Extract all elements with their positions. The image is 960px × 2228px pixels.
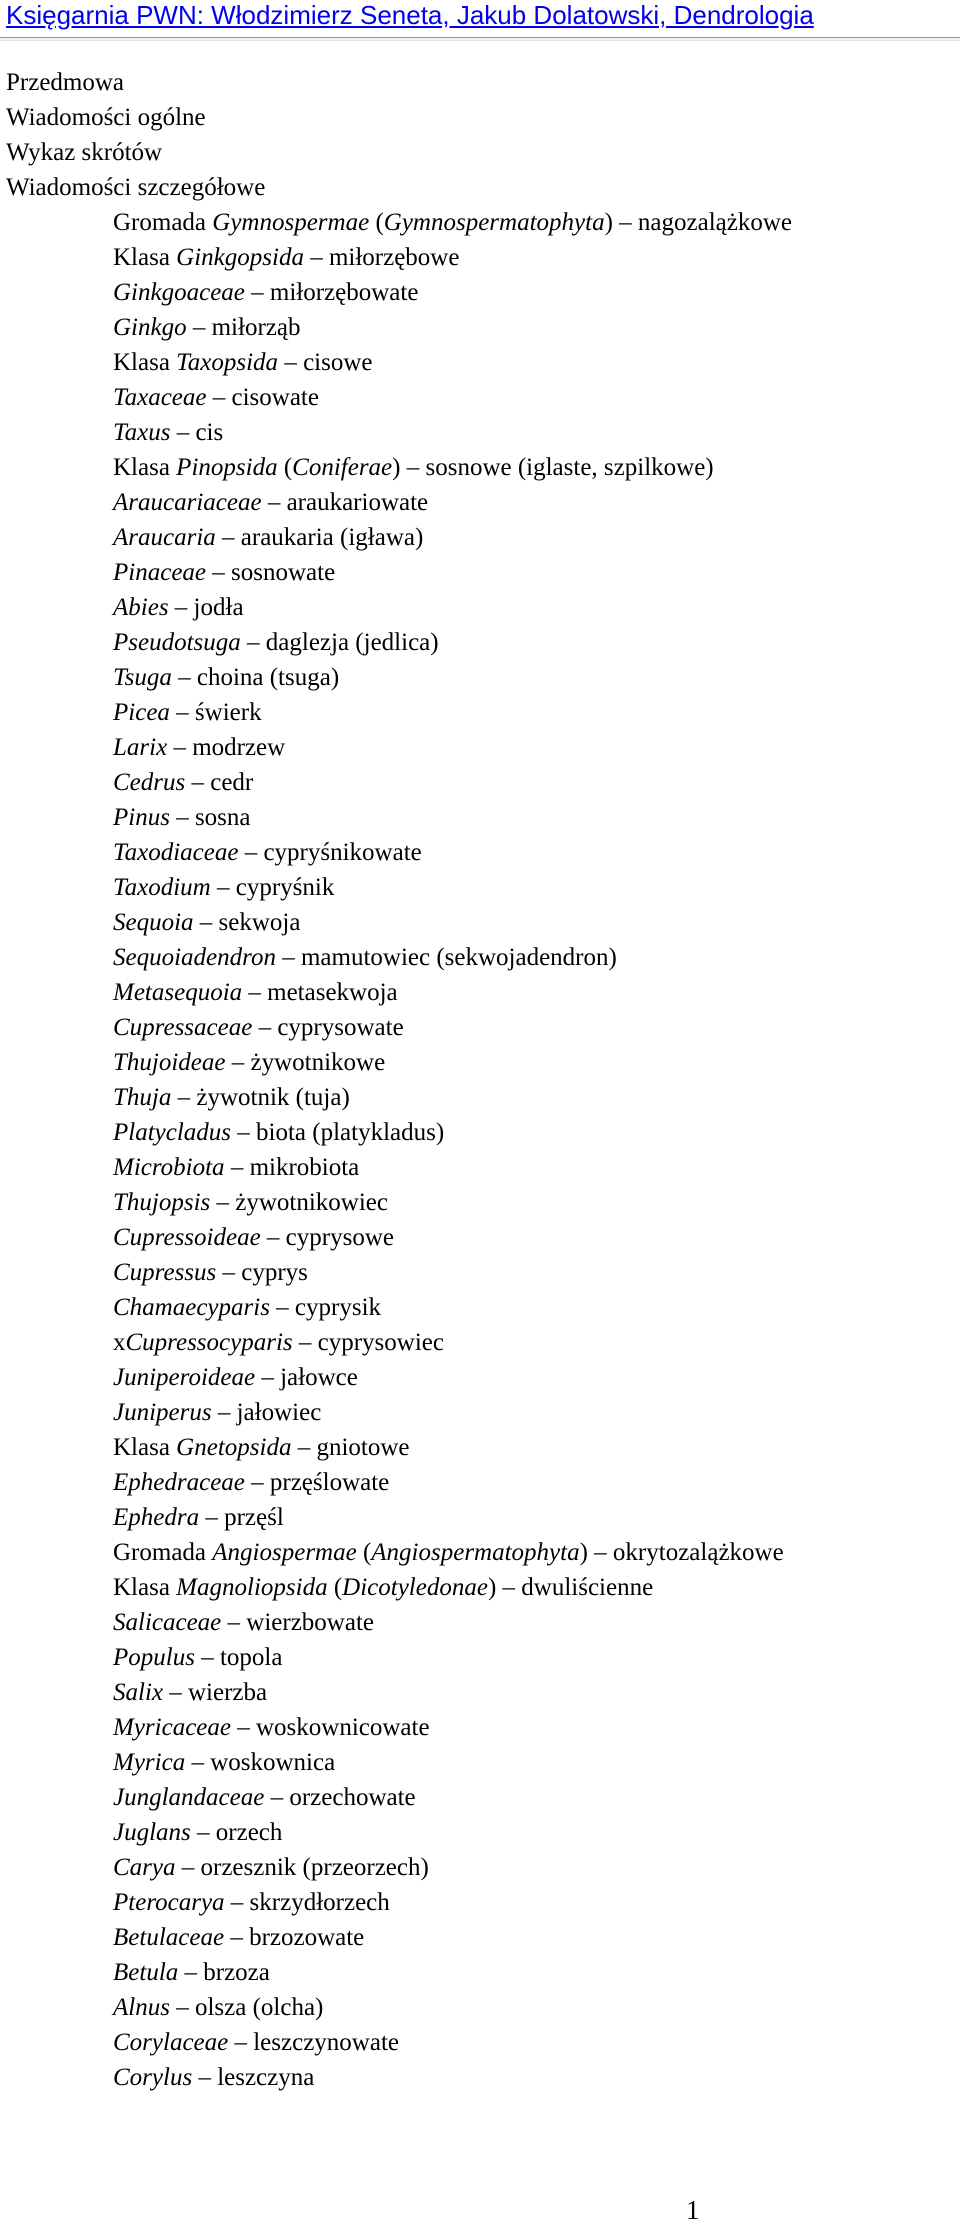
toc-latin-name: Betula <box>113 1959 179 1986</box>
toc-latin-name: Picea <box>113 699 170 726</box>
toc-text: – cyprysowe <box>260 1224 394 1251</box>
toc-entry <box>0 555 960 590</box>
toc-entry <box>0 1395 960 1430</box>
toc-latin-name: Taxaceae <box>113 384 207 411</box>
toc-entry <box>0 905 960 940</box>
toc-entry <box>0 100 960 135</box>
toc-entry <box>0 1710 960 1745</box>
toc-text: Klasa <box>113 1574 177 1601</box>
toc-text: – woskownicowate <box>230 1714 430 1741</box>
toc-entry <box>0 1255 960 1290</box>
toc-entry <box>0 1290 960 1325</box>
toc-text: – leszczyna <box>192 2064 315 2091</box>
toc-text: – cisowate <box>206 384 319 411</box>
toc-entry <box>0 450 960 485</box>
toc-text: – orzesznik (przeorzech) <box>175 1854 429 1881</box>
toc-text: – topola <box>194 1644 283 1671</box>
toc-text: – woskownica <box>185 1749 336 1776</box>
toc-entry <box>0 625 960 660</box>
toc-entry <box>0 1150 960 1185</box>
toc-latin-name: Ephedra <box>113 1504 200 1531</box>
toc-latin-name: Cedrus <box>113 769 186 796</box>
toc-text: – biota (platykladus) <box>231 1119 445 1146</box>
toc-entry <box>0 1045 960 1080</box>
toc-text: – miłorzębowate <box>244 279 419 306</box>
toc-latin-name: Junglandaceae <box>113 1784 265 1811</box>
toc-text: Klasa <box>113 454 177 481</box>
toc-text: ( <box>327 1574 343 1601</box>
toc-latin-name: Angiospermae <box>212 1539 357 1566</box>
toc-latin-name: Cupressocyparis <box>125 1329 293 1356</box>
toc-text: – skrzydłorzech <box>224 1889 390 1916</box>
toc-entry <box>0 1430 960 1465</box>
toc-text: – olsza (olcha) <box>169 1994 324 2021</box>
toc-text: Klasa <box>113 244 177 271</box>
toc-latin-name: Araucaria <box>113 524 216 551</box>
toc-latin-name: Myrica <box>113 1749 186 1776</box>
toc-latin-name: Cupressoideae <box>113 1224 261 1251</box>
toc-entry <box>0 1850 960 1885</box>
toc-text: – metasekwoja <box>242 979 398 1006</box>
toc-text: – przęśl <box>199 1504 284 1531</box>
toc-text: – cisowe <box>278 349 373 376</box>
toc-text: – araukariowate <box>261 489 429 516</box>
toc-entry <box>0 1675 960 1710</box>
toc-text: – żywotnik (tuja) <box>171 1084 350 1111</box>
toc-latin-name: Platycladus <box>113 1119 232 1146</box>
toc-entry <box>0 1500 960 1535</box>
toc-latin-name: Magnoliopsida <box>176 1574 328 1601</box>
toc-latin-name: Taxus <box>113 419 171 446</box>
toc-entry <box>0 1115 960 1150</box>
toc-text: – świerk <box>169 699 262 726</box>
toc-latin-name: Juniperoideae <box>113 1364 256 1391</box>
toc-text: – sosna <box>169 804 251 831</box>
toc-entry <box>0 730 960 765</box>
toc-latin-name: Gymnospermae <box>212 209 370 236</box>
toc-latin-name: Abies <box>113 594 169 621</box>
toc-latin-name: Sequoiadendron <box>113 944 276 971</box>
toc-text: – leszczynowate <box>228 2029 399 2056</box>
table-of-contents <box>0 65 960 2095</box>
toc-text: ( <box>277 454 293 481</box>
toc-entry <box>0 1640 960 1675</box>
toc-entry <box>0 940 960 975</box>
toc-entry <box>0 2060 960 2095</box>
toc-text: Wiadomości ogólne <box>6 104 206 131</box>
toc-text: ) – nagozalążkowe <box>604 209 792 236</box>
toc-text: Gromada <box>113 1539 213 1566</box>
toc-entry <box>0 1955 960 1990</box>
toc-text: – brzozowate <box>224 1924 365 1951</box>
toc-entry <box>0 1780 960 1815</box>
toc-entry <box>0 1605 960 1640</box>
toc-entry <box>0 2025 960 2060</box>
toc-latin-name: Pinopsida <box>176 454 278 481</box>
toc-latin-name: Sequoia <box>113 909 194 936</box>
toc-entry <box>0 380 960 415</box>
toc-latin-name: Gymnospermatophyta <box>383 209 605 236</box>
toc-text: – cyprysowate <box>252 1014 404 1041</box>
toc-text: – wierzbowate <box>221 1609 374 1636</box>
toc-text: ) – okrytozalążkowe <box>579 1539 784 1566</box>
toc-latin-name: Gnetopsida <box>176 1434 292 1461</box>
toc-text: Przedmowa <box>6 69 125 96</box>
toc-text: Wykaz skrótów <box>6 139 163 166</box>
toc-entry <box>0 415 960 450</box>
toc-latin-name: Chamaecyparis <box>113 1294 270 1321</box>
toc-latin-name: Corylaceae <box>113 2029 229 2056</box>
toc-entry <box>0 660 960 695</box>
page-number: 1 <box>686 2195 700 2225</box>
toc-entry <box>0 205 960 240</box>
toc-entry <box>0 1570 960 1605</box>
toc-latin-name: Pterocarya <box>113 1889 225 1916</box>
toc-entry <box>0 170 960 205</box>
toc-entry <box>0 1325 960 1360</box>
toc-entry <box>0 310 960 345</box>
toc-latin-name: Thujopsis <box>113 1189 211 1216</box>
toc-entry <box>0 695 960 730</box>
toc-entry <box>0 870 960 905</box>
toc-text: – cypryśnikowate <box>238 839 422 866</box>
toc-latin-name: Tsuga <box>113 664 172 691</box>
toc-entry <box>0 800 960 835</box>
toc-latin-name: Larix <box>113 734 168 761</box>
toc-text: – przęślowate <box>244 1469 390 1496</box>
horizontal-rule <box>0 37 960 41</box>
toc-text: – żywotnikowe <box>225 1049 386 1076</box>
toc-latin-name: Juglans <box>113 1819 191 1846</box>
toc-entry <box>0 485 960 520</box>
toc-entry <box>0 765 960 800</box>
toc-text: ( <box>369 209 384 236</box>
toc-text: – brzoza <box>178 1959 270 1986</box>
toc-entry <box>0 1080 960 1115</box>
toc-latin-name: Ginkgopsida <box>176 244 304 271</box>
toc-text: – jałowce <box>255 1364 358 1391</box>
toc-latin-name: Populus <box>113 1644 195 1671</box>
toc-text: – daglezja (jedlica) <box>240 629 439 656</box>
toc-text: – cypryśnik <box>210 874 335 901</box>
toc-latin-name: Thuja <box>113 1084 172 1111</box>
toc-text: – araukaria (igława) <box>215 524 424 551</box>
toc-latin-name: Ephedraceae <box>113 1469 245 1496</box>
toc-latin-name: Alnus <box>113 1994 170 2021</box>
toc-entry <box>0 590 960 625</box>
toc-text: ) – dwuliścienne <box>487 1574 654 1601</box>
toc-entry <box>0 1535 960 1570</box>
toc-entry <box>0 275 960 310</box>
toc-latin-name: Pseudotsuga <box>113 629 241 656</box>
toc-entry <box>0 975 960 1010</box>
toc-text: – cyprys <box>216 1259 308 1286</box>
toc-entry <box>0 1745 960 1780</box>
toc-text: – modrzew <box>167 734 286 761</box>
toc-entry <box>0 135 960 170</box>
toc-latin-name: Salix <box>113 1679 163 1706</box>
toc-text: – sosnowate <box>206 559 336 586</box>
toc-text: ( <box>356 1539 372 1566</box>
toc-latin-name: Angiospermatophyta <box>371 1539 580 1566</box>
toc-latin-name: Juniperus <box>113 1399 212 1426</box>
toc-latin-name: Microbiota <box>113 1154 225 1181</box>
toc-latin-name: Carya <box>113 1854 176 1881</box>
toc-entry <box>0 1885 960 1920</box>
toc-entry <box>0 1920 960 1955</box>
toc-text: – żywotnikowiec <box>210 1189 388 1216</box>
page-title-link[interactable]: Księgarnia PWN: Włodzimierz Seneta, Jakub Dolatowski, Dendrologia <box>6 0 814 30</box>
toc-latin-name: Araucariaceae <box>113 489 262 516</box>
toc-text: – wierzba <box>163 1679 268 1706</box>
toc-latin-name: Cupressus <box>113 1259 217 1286</box>
toc-text: – jodła <box>168 594 244 621</box>
toc-latin-name: Coniferae <box>292 454 393 481</box>
toc-text: – mamutowiec (sekwojadendron) <box>275 944 617 971</box>
toc-text: – miłorzębowe <box>303 244 460 271</box>
toc-latin-name: Myricaceae <box>113 1714 231 1741</box>
toc-latin-name: Corylus <box>113 2064 193 2091</box>
toc-entry <box>0 520 960 555</box>
toc-latin-name: Metasequoia <box>113 979 243 1006</box>
toc-entry <box>0 65 960 100</box>
toc-entry <box>0 1990 960 2025</box>
toc-entry <box>0 345 960 380</box>
toc-latin-name: Thujoideae <box>113 1049 226 1076</box>
toc-latin-name: Ginkgo <box>113 314 187 341</box>
toc-entry <box>0 1010 960 1045</box>
toc-text: ) – sosnowe (iglaste, szpilkowe) <box>392 454 714 481</box>
toc-latin-name: Ginkgoaceae <box>113 279 245 306</box>
toc-entry <box>0 240 960 275</box>
toc-text: – mikrobiota <box>224 1154 360 1181</box>
toc-text: – cyprysowiec <box>292 1329 444 1356</box>
toc-entry <box>0 1815 960 1850</box>
toc-latin-name: Cupressaceae <box>113 1014 253 1041</box>
toc-text: Klasa <box>113 1434 177 1461</box>
toc-entry <box>0 1185 960 1220</box>
toc-text: Wiadomości szczegółowe <box>6 174 266 201</box>
toc-text: – gniotowe <box>291 1434 410 1461</box>
toc-latin-name: Taxodium <box>113 874 211 901</box>
toc-entry <box>0 1465 960 1500</box>
toc-latin-name: Taxopsida <box>176 349 279 376</box>
toc-text: – cedr <box>185 769 254 796</box>
toc-text: – cis <box>170 419 224 446</box>
toc-text: x <box>113 1329 126 1356</box>
toc-text: Klasa <box>113 349 177 376</box>
toc-text: – orzech <box>190 1819 283 1846</box>
toc-text: – choina (tsuga) <box>171 664 340 691</box>
toc-text: – orzechowate <box>264 1784 416 1811</box>
toc-entry <box>0 835 960 870</box>
toc-text: Gromada <box>113 209 213 236</box>
toc-latin-name: Dicotyledonae <box>342 1574 488 1601</box>
toc-entry <box>0 1360 960 1395</box>
toc-latin-name: Pinus <box>113 804 170 831</box>
toc-text: – miłorząb <box>186 314 301 341</box>
toc-latin-name: Pinaceae <box>113 559 207 586</box>
toc-text: – sekwoja <box>193 909 301 936</box>
toc-text: – cyprysik <box>269 1294 382 1321</box>
toc-entry <box>0 1220 960 1255</box>
toc-latin-name: Taxodiaceae <box>113 839 239 866</box>
toc-latin-name: Salicaceae <box>113 1609 222 1636</box>
toc-text: – jałowiec <box>211 1399 322 1426</box>
toc-latin-name: Betulaceae <box>113 1924 225 1951</box>
